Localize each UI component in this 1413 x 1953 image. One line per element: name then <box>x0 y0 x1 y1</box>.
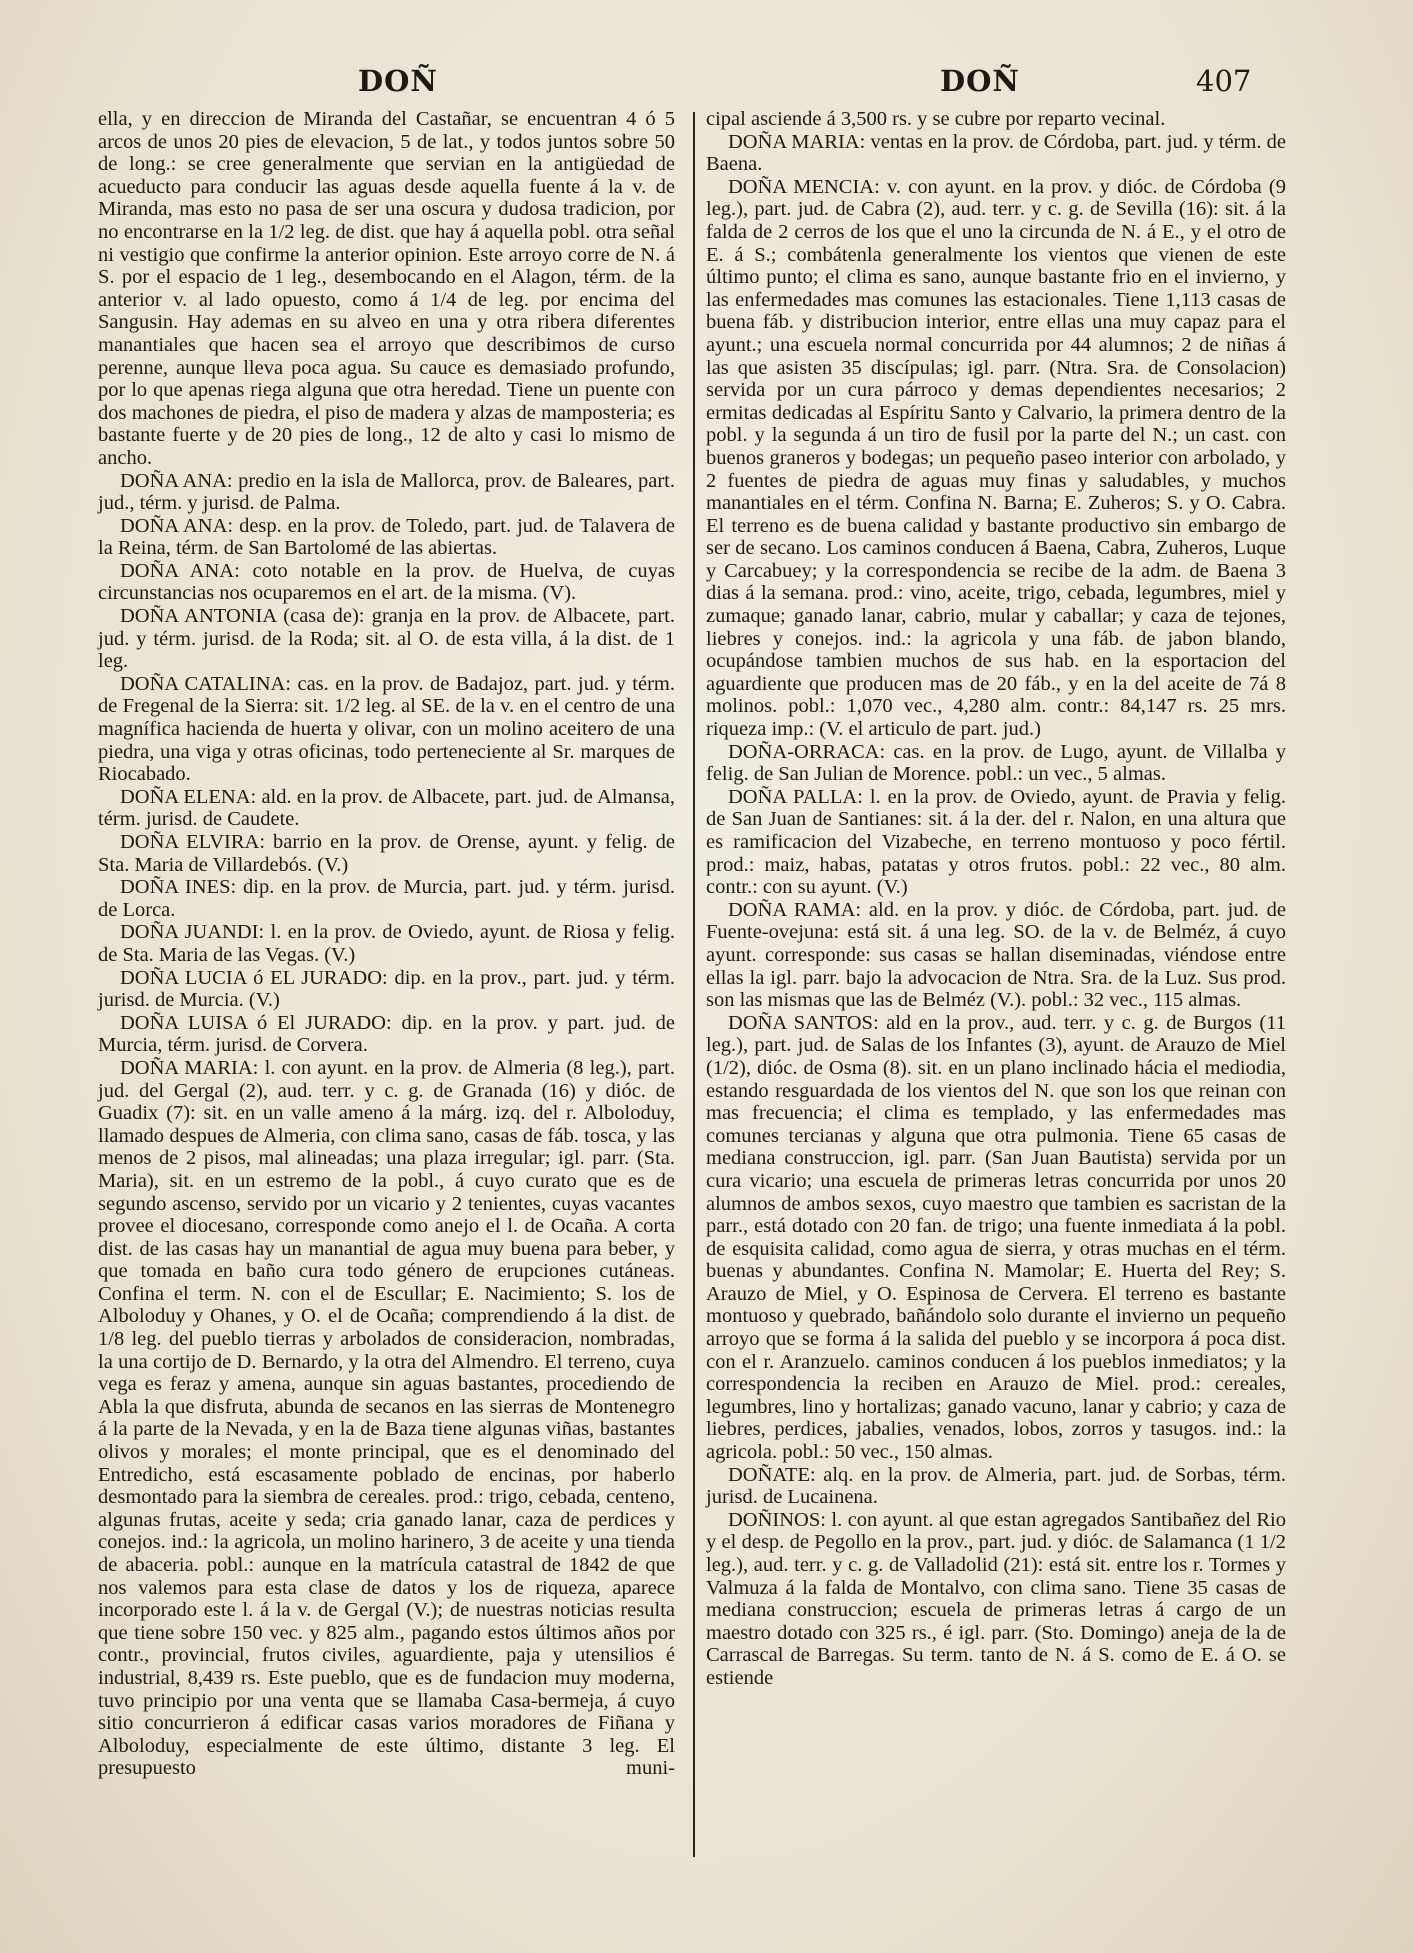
header-left-word: DOÑ <box>358 64 438 98</box>
right-column <box>706 108 1286 1690</box>
running-header <box>0 64 1413 108</box>
entry-dona-ana-toledo: DOÑA ANA: desp. en la prov. de Toledo, part. jud. de Talavera de la Reina, térm. de San Bartolomé de las abiertas. <box>98 514 675 560</box>
entry-dona-palla: DOÑA PALLA: l. en la prov. de Oviedo, ayunt. de Pravia y felig. de San Juan de Santianes: sit. á la der. del r. Nalon, en una altura que es ramificacion del Vizabeche, en terreno montuoso y poco fértil. prod.: maiz, habas, patatas y otros frutos. pobl.: 22 vec., 80 alm. contr.: con su ayunt. (V.) <box>706 785 1286 899</box>
entry-dona-maria-cordoba: DOÑA MARIA: ventas en la prov. de Córdoba, part. jud. y térm. de Baena. <box>706 130 1286 176</box>
paragraph-continuation: ella, y en direccion de Miranda del Castañar, se encuentran 4 ó 5 arcos de unos 20 pies de elevacion, 5 de lat., y todos juntos sobre 50 de long.: se cree generalmente que servian en la antigüedad de acueducto para conducir las aguas desde aquella fuente á la v. de Miranda, mas esto no pasa de ser una oscura y dudosa tradicion, por no encontrarse en la 1/2 leg. de dist. que hay á aquella pobl. otra señal ni vestigio que confirme la anterior opinion. Este arroyo corre de N. á S. por el espacio de 1 leg., desembocando en el Alagon, térm. de la anterior v. al lado opuesto, como á 1/4 de leg. por encima del Sangusin. Hay ademas en su alveo en una y otra ribera diferentes manantiales que hacen sea el arroyo que describimos de curso perenne, aunque lleva poca agua. Su cauce es demasiado profundo, por lo que apenas riega alguna que otra heredad. Tiene un puente con dos machones de piedra, el piso de madera y alzas de mamposteria; es bastante fuerte y de 20 pies de long., 12 de alto y casi lo mismo de ancho. <box>98 108 675 469</box>
entry-doninos: DOÑINOS: l. con ayunt. al que estan agregados Santibañez del Rio y el desp. de Pegollo en la prov., part. jud. y dióc. de Salamanca (1 1/2 leg.), aud. terr. y c. g. de Valladolid (21): está sit. entre los r. Tormes y Valmuza á la falda de Montalvo, con clima sano. Tiene 35 casas de mediana construccion; escuela de primeras letras á cargo de un maestro dotado con 325 rs., é igl. parr. (Sto. Domingo) aneja de la de Carrascal de Barregas. Su term. tanto de N. á S. como de E. á O. se estiende <box>706 1508 1286 1689</box>
page-number: 407 <box>1196 64 1252 98</box>
entry-dona-orraca: DOÑA-ORRACA: cas. en la prov. de Lugo, ayunt. de Villalba y felig. de San Julian de Morence. pobl.: un vec., 5 almas. <box>706 740 1286 786</box>
entry-dona-catalina: DOÑA CATALINA: cas. en la prov. de Badajoz, part. jud. y térm. de Fregenal de la Sierra: sit. 1/2 leg. al SE. de la v. en el centro de una magnífica hacienda de huerta y olivar, con un molino aceitero de una piedra, una viga y otras oficinas, todo perteneciente al Sr. marques de Riocabado. <box>98 672 675 786</box>
entry-dona-lucia: DOÑA LUCIA ó EL JURADO: dip. en la prov., part. jud. y térm. jurisd. de Murcia. (V.) <box>98 966 675 1012</box>
entry-donate: DOÑATE: alq. en la prov. de Almeria, part. jud. de Sorbas, térm. jurisd. de Lucainena. <box>706 1463 1286 1509</box>
entry-dona-mencia: DOÑA MENCIA: v. con ayunt. en la prov. y dióc. de Córdoba (9 leg.), part. jud. de Cabra (2), aud. terr. y c. g. de Sevilla (16): sit. á la falda de 2 cerros de los que el uno la circunda de N. á E., y el otro de E. á S.; combátenla generalmente los vientos que vienen de este último punto; el clima es sano, aunque bastante frio en el invierno, y las enfermedades mas comunes las estacionales. Tiene 1,113 casas de buena fáb. y distribucion interior, entre ellas una muy capaz para el ayunt.; una escuela normal concurrida por 44 alumnos; 2 de niñas á las que asisten 35 discípulas; igl. parr. (Ntra. Sra. de Consolacion) servida por un cura párroco y demas dependientes necesarios; 2 ermitas dedicadas al Espíritu Santo y Calvario, la primera dentro de la pobl. y la segunda á un tiro de fusil por la parte del N.; un cast. con buenos graneros y bodegas; un pequeño paseo interior con arbolado, y 2 fuentes de piedra de aguas muy finas y saludables, y muchos manantiales en el térm. Confina N. Barna; E. Zuheros; S. y O. Cabra. El terreno es de buena calidad y bastante productivo sin embargo de ser de secano. Los caminos conducen á Baena, Cabra, Zuheros, Luque y Carcabuey; y la correspondencia se recibe de la adm. de Baena 3 dias á la semana. prod.: vino, aceite, trigo, cebada, legumbres, miel y zumaque; ganado lanar, cabrio, mular y caballar; y caza de tejones, liebres y conejos. ind.: la agricola y una fáb. de jabon blando, ocupándose tambien muchos de sus hab. en la esportacion del aguardiente que producen mas de 20 fáb., y en la del aceite de 7á 8 molinos. pobl.: 1,070 vec., 4,280 alm. contr.: 84,147 rs. 25 mrs. riqueza imp.: (V. el articulo de part. jud.) <box>706 175 1286 741</box>
entry-dona-maria-almeria: DOÑA MARIA: l. con ayunt. en la prov. de Almeria (8 leg.), part. jud. del Gergal (2), aud. terr. y c. g. de Granada (16) y dióc. de Guadix (7): sit. en un valle ameno á la márg. izq. del r. Alboloduy, llamado despues de Almeria, con clima sano, casas de fáb. tosca, y las menos de 2 pisos, mal alineadas; una plaza irregular; igl. parr. (Sta. Maria), sit. en un estremo de la pobl., á cuyo curato que es de segundo ascenso, servido por un vicario y 2 tenientes, cuyas vacantes provee el diocesano, corresponde como anejo el l. de Ocaña. A corta dist. de las casas hay un manantial de agua muy buena para beber, y que tomada en baño cura todo género de erupciones cutáneas. Confina el term. N. con el de Escullar; E. Nacimiento; S. los de Alboloduy y Ohanes, y O. el de Ocaña; comprendiendo á la dist. de 1/8 leg. del pueblo tierras y arbolados de consideracion, nombradas, la una cortijo de D. Bernardo, y la otra del Almendro. El terreno, cuya vega es feraz y amena, aunque sin aguas bastantes, procediendo de Abla la que disfruta, abunda de secanos en las sierras de Montenegro á la parte de la Nevada, y en la de Baza tiene algunas viñas, bastantes olivos y morales; el monte principal, que es el denominado del Entredicho, está escasamente poblado de encinas, por haberlo desmontado para la siembra de cereales. prod.: trigo, cebada, centeno, algunas frutas, aceite y seda; cria ganado lanar, caza de perdices y conejos. ind.: la agricola, un molino harinero, 3 de aceite y una tienda de abaceria. pobl.: aunque en la matrícula catastral de 1842 de que nos valemos para esta clase de datos y los de riqueza, aparece incorporado este l. á la v. de Gergal (V.); de nuestras noticias resulta que tiene sobre 150 vec. y 825 alm., pagando estos últimos años por contr., provincial, frutos civiles, aguardiente, paja y utensilios é industrial, 8,439 rs. Este pueblo, que es de fundacion muy moderna, tuvo principio por una venta que se llamaba Casa-bermeja, á cuyo sitio concurrieron á edificar casas varios moradores de Fiñana y Alboloduy, especialmente de este último, distante 3 leg. El presupuesto muni- <box>98 1056 675 1780</box>
entry-dona-santos: DOÑA SANTOS: ald en la prov., aud. terr. y c. g. de Burgos (11 leg.), part. jud. de Salas de los Infantes (3), ayunt. de Arauzo de Miel (1/2), dióc. de Osma (8). sit. en un plano inclinado hácia el mediodia, estando resguardada de los vientos del N. que son los que reinan con mas frecuencia; el clima es templado, y las enfermedades mas comunes tercianas y alguna que otra pulmonia. Tiene 65 casas de mediana construccion, igl. parr. (San Juan Bautista) servida por un cura vicario; una escuela de primeras letras concurrida por unos 20 alumnos de ambos sexos, cuyo maestro que tambien es sacristan de la parr., está dotado con 20 fan. de trigo; una fuente inmediata á la pobl. de esquisita calidad, como agua de sierra, y otras muchas en el térm. buenas y abundantes. Confina N. Mamolar; E. Huerta del Rey; S. Arauzo de Miel, y O. Espinosa de Cervera. El terreno es bastante montuoso y quebrado, bañándolo solo durante el invierno un pequeño arroyo que se forma á la salida del pueblo y se incorpora á poca dist. con el r. Aranzuelo. caminos conducen á los pueblos inmediatos; y la correspondencia la reciben en Arauzo de Miel. prod.: cereales, legumbres, lino y hortalizas; ganado vacuno, lanar y cabrio; y caza de liebres, perdices, jabalies, venados, lobos, zorros y tasugos. ind.: la agricola. pobl.: 50 vec., 150 almas. <box>706 1011 1286 1464</box>
entry-dona-luisa: DOÑA LUISA ó El JURADO: dip. en la prov. y part. jud. de Murcia, térm. jurisd. de Corvera. <box>98 1011 675 1057</box>
paragraph-continuation: cipal asciende á 3,500 rs. y se cubre por reparto vecinal. <box>706 108 1166 130</box>
entry-dona-rama: DOÑA RAMA: ald. en la prov. y dióc. de Córdoba, part. jud. de Fuente-ovejuna: está sit. á una leg. SO. de la v. de Belméz, á cuyo ayunt. corresponde: sus casas se hallan diseminadas, viéndose entre ellas la igl. parr. bajo la advocacion de Ntra. Sra. de la Luz. Sus prod. son las mismas que las de Belméz (V.). pobl.: 32 vec., 115 almas. <box>706 898 1286 1012</box>
entry-dona-ana-mallorca: DOÑA ANA: predio en la isla de Mallorca, prov. de Baleares, part. jud., térm. y jurisd. de Palma. <box>98 469 675 515</box>
column-divider <box>693 112 695 1857</box>
entry-dona-ana-huelva: DOÑA ANA: coto notable en la prov. de Huelva, de cuyas circunstancias nos ocuparemos en el art. de la misma. (V). <box>98 559 675 605</box>
entry-dona-ines: DOÑA INES: dip. en la prov. de Murcia, part. jud. y térm. jurisd. de Lorca. <box>98 876 675 921</box>
entry-dona-elvira: DOÑA ELVIRA: barrio en la prov. de Orense, ayunt. y felig. de Sta. Maria de Villardebós. (V.) <box>98 831 675 876</box>
entry-dona-antonia: DOÑA ANTONIA (casa de): granja en la prov. de Albacete, part. jud. y térm. jurisd. de la Roda; sit. al O. de esta villa, á la dist. de 1 leg. <box>98 605 675 673</box>
entry-dona-elena: DOÑA ELENA: ald. en la prov. de Albacete, part. jud. de Almansa, térm. jurisd. de Caudete. <box>98 785 675 831</box>
left-column <box>98 108 675 1780</box>
header-right-word: DOÑ <box>940 64 1020 98</box>
entry-dona-juandi: DOÑA JUANDI: l. en la prov. de Oviedo, ayunt. de Riosa y felig. de Sta. Maria de las Vegas. (V.) <box>98 921 675 966</box>
